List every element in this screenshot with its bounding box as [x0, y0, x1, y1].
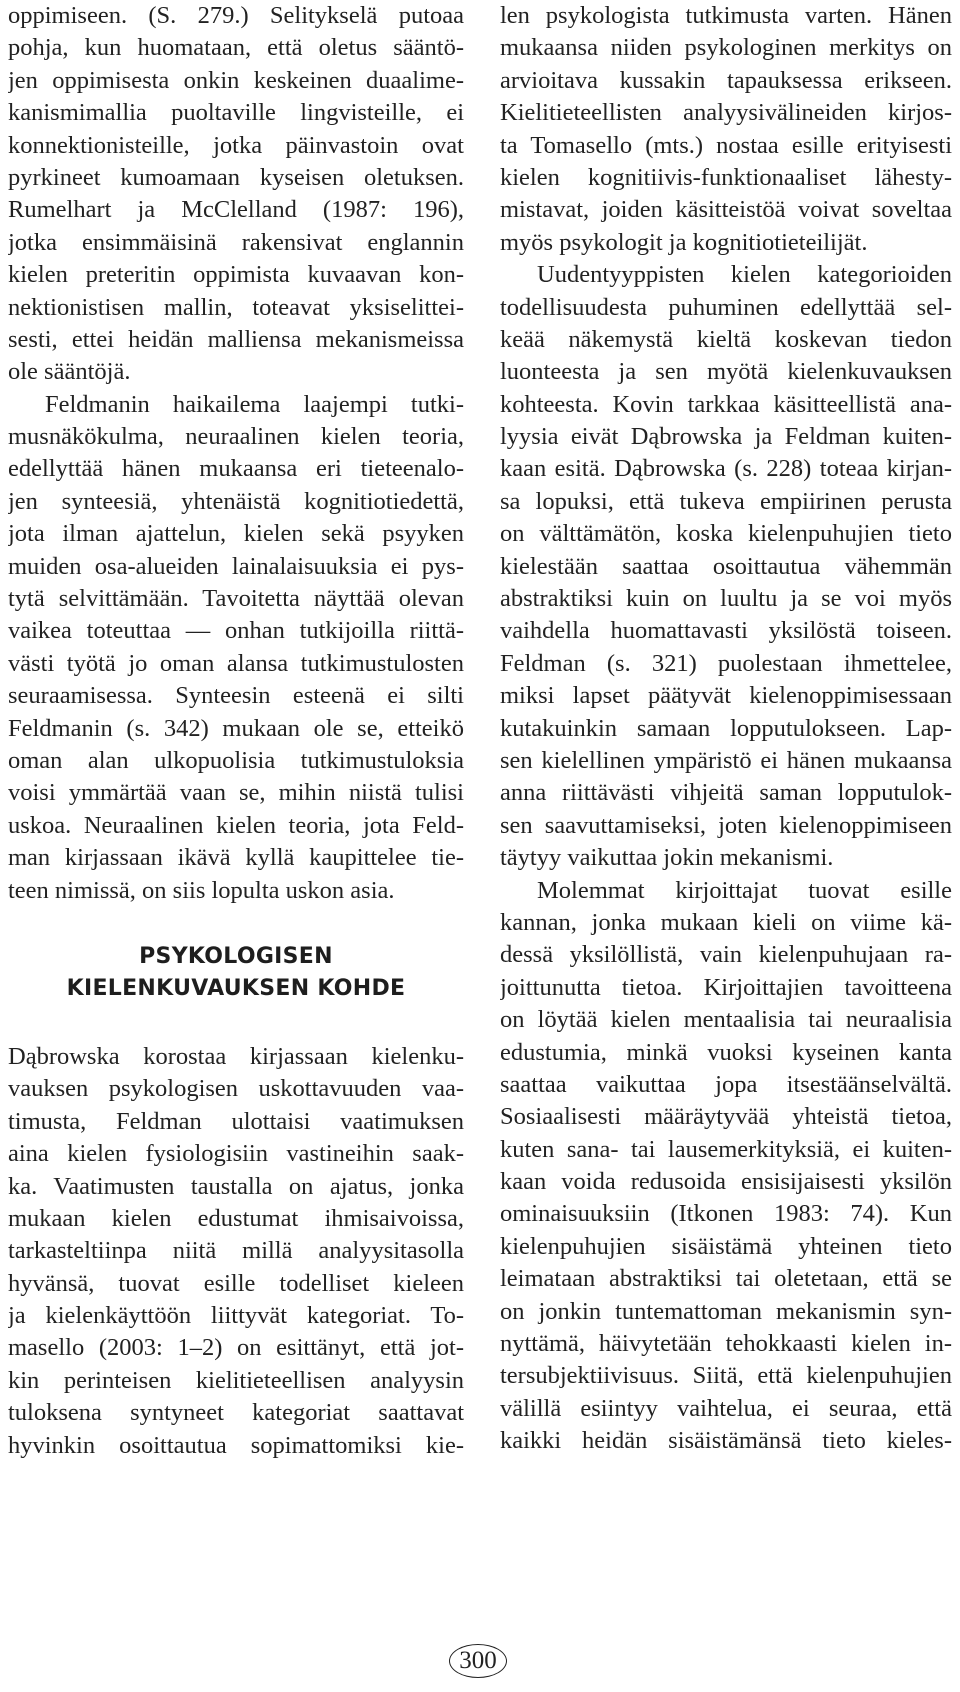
section-heading-line: KIELENKUVAUKSEN KOHDE — [66, 975, 406, 1001]
text-line: hyvinkin osoittautua sopimattomiksi kie- — [8, 1431, 464, 1459]
text-line: arvioitava kussakin tapauksessa erikseen. — [500, 66, 952, 94]
right-column — [500, 0, 952, 1458]
text-line: vaikea toteuttaa — onhan tutkijoilla riittä- — [8, 617, 464, 645]
text-line: kuten sana- tai lausemerkityksiä, ei kuiten- — [500, 1135, 952, 1163]
text-line: ka. Vaatimusten taustalla on ajatus, jonka — [8, 1172, 464, 1200]
text-line: edustumia, minkä vuoksi kyseinen kanta — [500, 1038, 952, 1066]
text-line: ominaisuuksiin (Itkonen 1983: 74). Kun — [500, 1200, 952, 1228]
text-line: oman alan ulkopuolisia tutkimustuloksia — [8, 746, 464, 774]
text-line: kielen kognitiivis-funktionaaliset lähesty- — [500, 163, 952, 191]
text-line: oppimiseen. (S. 279.) Selitykselä putoaa — [8, 2, 464, 29]
text-line: kielestään saattaa osoittautua vähemmän — [500, 552, 952, 580]
paragraph-left-3 — [8, 1041, 464, 1462]
text-line: len psykologista tutkimusta varten. Hänen — [500, 2, 952, 29]
text-line: luonteesta ja sen myötä kielenkuvauksen — [500, 358, 952, 386]
text-line: kanismimallia puoltaville lingvisteille, ei — [8, 99, 464, 127]
text-line: hyvänsä, tuovat esille todelliset kieleen — [8, 1269, 464, 1297]
text-line: teen nimissä, on siis lopulta uskon asia. — [8, 876, 395, 904]
text-line: jen synteesiä, yhtenäistä kognitiotiedettä, — [8, 487, 464, 515]
text-line: nektionistisen mallin, toteavat yksiselittei- — [8, 293, 464, 321]
text-line: täytyy vaikuttaa jokin mekanismi. — [500, 844, 834, 872]
text-line: sa lopuksi, että tukeva empiirinen perusta — [500, 487, 952, 515]
text-line: mukaansa niiden psykologinen merkitys on — [500, 34, 952, 62]
text-line: kohteesta. Kovin tarkkaa käsitteellistä ana- — [500, 390, 952, 418]
section-heading — [8, 941, 464, 1005]
text-line: Feldmanin haikailema laajempi tutki- — [45, 390, 464, 418]
paragraph-right-2 — [500, 259, 952, 874]
text-line: Uudentyyppisten kielen kategorioiden — [537, 261, 952, 289]
text-line: muiden osa-alueiden lainalaisuuksia ei pys- — [8, 552, 464, 580]
text-line: kaan esitä. Dąbrowska (s. 228) toteaa kirjan- — [500, 455, 952, 483]
text-line: Feldman (s. 321) puolestaan ihmettelee, — [500, 649, 952, 677]
text-line: mistavat, joiden käsitteistöä voivat soveltaa — [500, 196, 952, 224]
text-line: jen oppimisesta onkin keskeinen duaalime- — [8, 66, 464, 94]
text-line: kannan, jonka mukaan kieli on viime kä- — [500, 908, 952, 936]
text-line: jota ilman ajattelun, kielen sekä psyyken — [8, 520, 464, 548]
text-line: todellisuudesta puhuminen edellyttää sel- — [500, 293, 952, 321]
text-line: aina kielen fysiologisiin vastineihin saak- — [8, 1140, 464, 1168]
text-line: kin perinteisen kielitieteellisen analyysin — [8, 1366, 464, 1394]
text-line: Kielitieteellisten analyysivälineiden kirjos- — [500, 99, 952, 127]
paragraph-left-1 — [8, 0, 464, 389]
text-line: sen saavuttamiseksi, joten kielenoppimiseen — [500, 811, 952, 839]
text-line: Molemmat kirjoittajat tuovat esille — [537, 876, 952, 904]
text-line: tersubjektiivisuus. Siitä, että kielenpuhujien — [500, 1362, 952, 1390]
text-line: man kirjassaan ikävä kyllä kaupittelee tie- — [8, 844, 464, 872]
text-line: välillä esiintyy vaihtelua, ei seuraa, että — [500, 1394, 952, 1422]
text-line: on välttämätön, koska kielenpuhujien tieto — [500, 520, 952, 548]
text-line: Rumelhart ja McClelland (1987: 196), — [8, 196, 464, 224]
text-line: Dąbrowska korostaa kirjassaan kielenku- — [8, 1042, 464, 1070]
text-line: kielenpuhujien sisäistämä yhteinen tieto — [500, 1232, 952, 1260]
text-line: joittunutta tietoa. Kirjoittajien tavoitteena — [500, 973, 952, 1001]
text-line: kutakuinkin samaan lopputulokseen. Lap- — [500, 714, 952, 742]
text-line: anna riittävästi vihjeitä saman lopputulok- — [500, 779, 952, 807]
text-line: sesti, ettei heidän malliensa mekanismeissa — [8, 325, 464, 353]
text-line: konnektionisteille, jotka päinvastoin ovat — [8, 131, 464, 159]
text-line: jotka ensimmäisinä rakensivat englannin — [8, 228, 464, 256]
text-line: pohja, kun huomataan, että oletus sääntö- — [8, 34, 464, 62]
page-number: 300 — [459, 1647, 497, 1674]
text-line: masello (2003: 1–2) on esittänyt, että jot- — [8, 1334, 464, 1362]
text-line: edellyttää hänen mukaansa eri tieteenalo- — [8, 455, 464, 483]
text-line: leimataan abstraktiksi tai oletetaan, että se — [500, 1265, 952, 1293]
text-line: ole sääntöjä. — [8, 358, 131, 386]
text-line: mukaan kielen edustumat ihmisaivoissa, — [8, 1204, 464, 1232]
text-line: on jonkin tuntemattoman mekanismin syn- — [500, 1297, 952, 1325]
text-line: abstraktiksi kuin on luultu ja se voi myös — [500, 585, 952, 613]
text-line: uskoa. Neuraalinen kielen teoria, jota Feld- — [8, 811, 464, 839]
text-line: vaihdella huomattavasti yksilöstä toiseen. — [500, 617, 952, 645]
text-line: nyttämä, häivytetään tehokkaasti kielen in- — [500, 1330, 952, 1358]
page-number-badge — [449, 1644, 507, 1678]
paragraph-left-2 — [8, 389, 464, 907]
text-line: västi työtä jo oman alansa tutkimustulosten — [8, 649, 464, 677]
text-line: tytä selvittämään. Tavoitetta näyttää olevan — [8, 585, 464, 613]
text-line: pyrkineet kumoamaan kyseisen oletuksen. — [8, 163, 464, 191]
text-line: on löytää kielen mentaalisia tai neuraalisia — [500, 1006, 952, 1034]
left-column — [8, 0, 464, 1462]
text-line: lyysia eivät Dąbrowska ja Feldman kuiten- — [500, 423, 952, 451]
paragraph-right-1 — [500, 0, 952, 259]
text-line: vauksen psykologisen uskottavuuden vaa- — [8, 1075, 464, 1103]
text-line: Sosiaalisesti määräytyvää yhteistä tietoa, — [500, 1103, 952, 1131]
text-line: musnäkökulma, neuraalinen kielen teoria, — [8, 423, 464, 451]
text-line: keää näkemystä kieltä koskevan tiedon — [500, 325, 952, 353]
text-line: kielen preteritin oppimista kuvaavan kon- — [8, 261, 464, 289]
text-line: myös psykologit ja kognitiotieteilijät. — [500, 228, 868, 256]
text-line: ta Tomasello (mts.) nostaa esille erityisesti — [500, 131, 952, 159]
paragraph-right-3 — [500, 875, 952, 1458]
text-line: kaikki heidän sisäistämänsä tieto kieles- — [500, 1427, 952, 1455]
text-line: dessä yksilöllistä, vain kielenpuhujaan ra- — [500, 941, 952, 969]
text-line: seuraamisessa. Synteesin esteenä ei silti — [8, 682, 464, 710]
text-line: tuloksena syntyneet kategoriat saattavat — [8, 1399, 464, 1427]
text-line: sen kielellinen ympäristö ei hänen mukaansa — [500, 746, 952, 774]
text-line: tarkasteltiinpa niitä millä analyysitasolla — [8, 1237, 464, 1265]
text-line: timusta, Feldman ulottaisi vaatimuksen — [8, 1107, 464, 1135]
text-line: ja kielenkäyttöön liittyvät kategoriat. To- — [8, 1302, 464, 1330]
section-heading-line: PSYKOLOGISEN — [139, 943, 333, 969]
text-line: kaan voida redusoida ensisijaisesti yksilön — [500, 1168, 952, 1196]
text-line: Feldmanin (s. 342) mukaan ole se, etteikö — [8, 714, 464, 742]
text-line: miksi lapset päätyvät kielenoppimisessaan — [500, 682, 952, 710]
text-line: saattaa vaikuttaa jopa itsestäänselvältä. — [500, 1070, 952, 1098]
text-line: voisi ymmärtää vaan se, mihin niistä tulisi — [8, 779, 464, 807]
